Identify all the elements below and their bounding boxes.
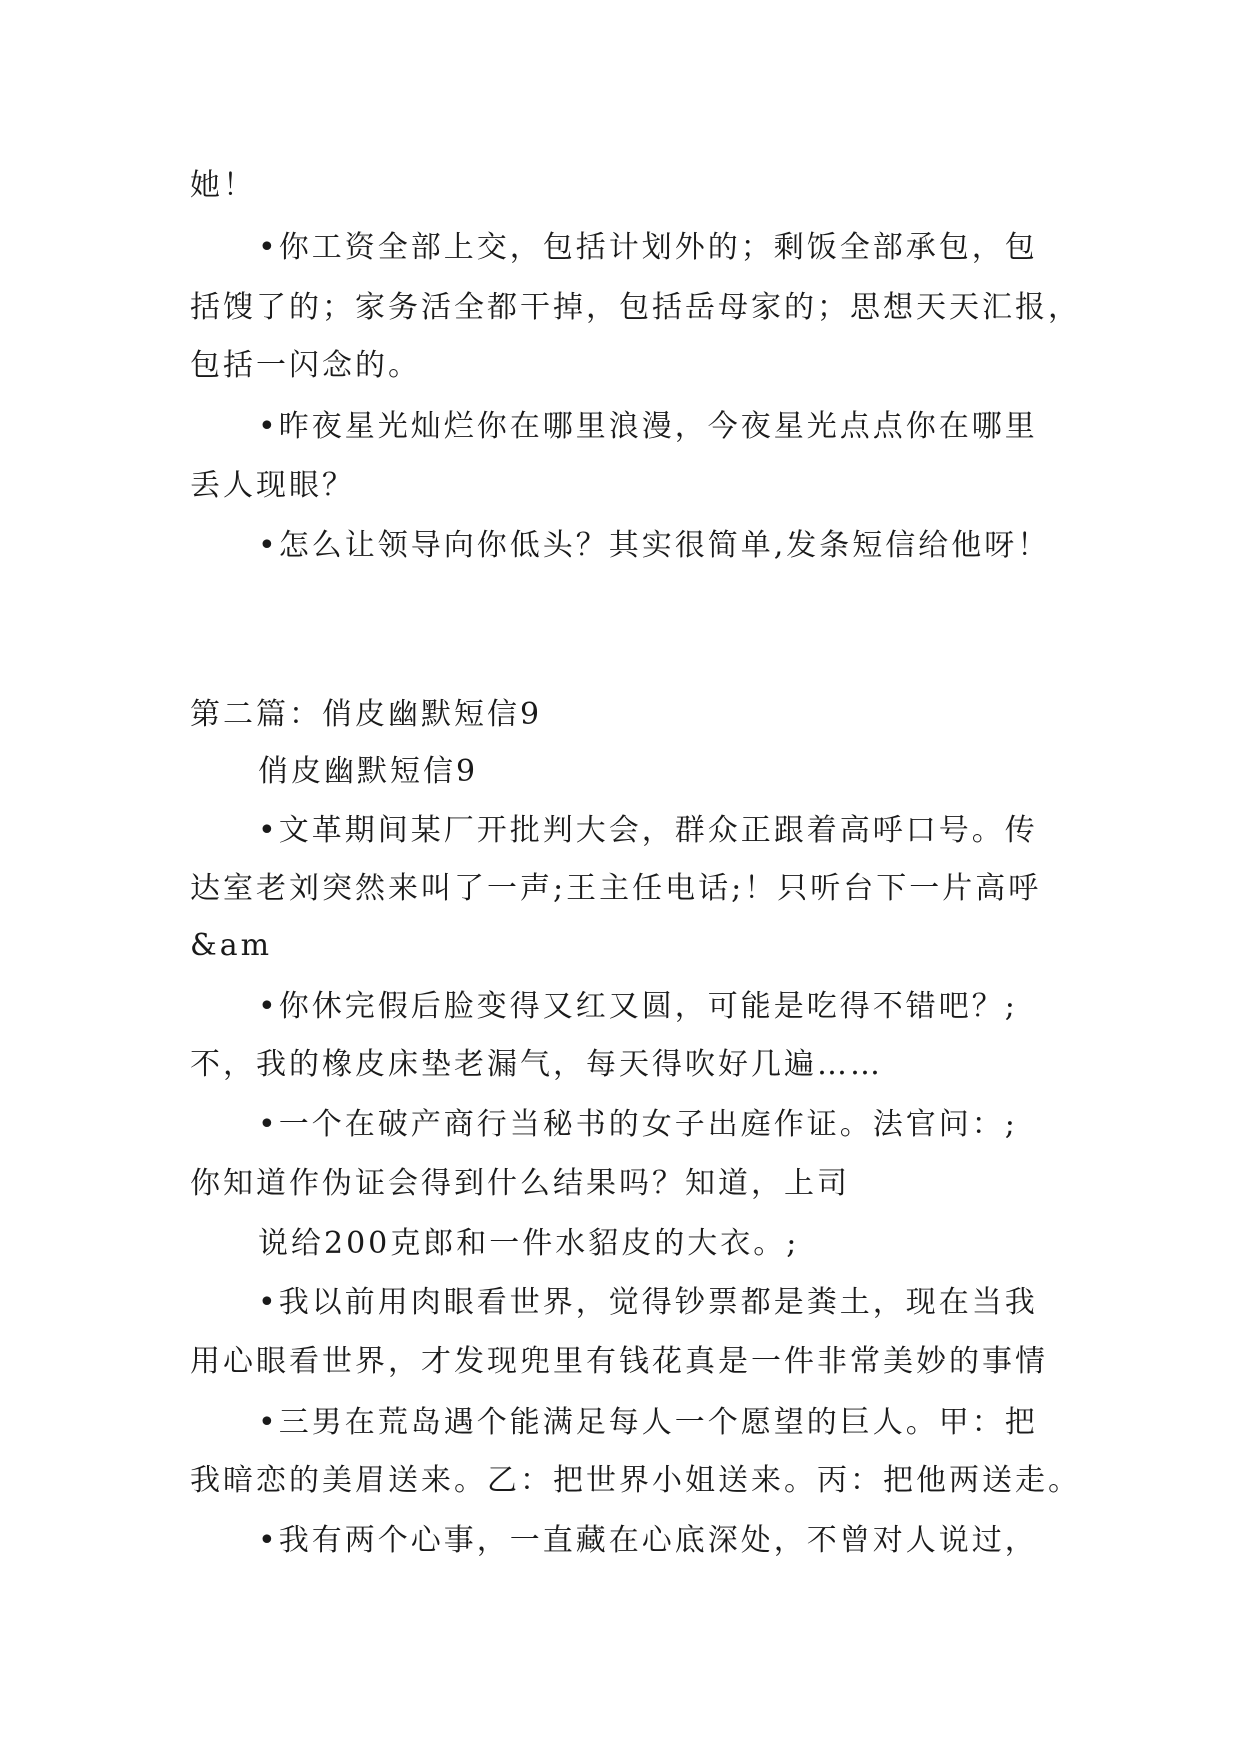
text-line: •你休完假后脸变得又红又圆，可能是吃得不错吧？; — [258, 989, 1018, 1024]
text-line: •文革期间某厂开批判大会，群众正跟着高呼口号。传 — [258, 813, 1038, 848]
text-line: 说给200克郎和一件水貂皮的大衣。; — [258, 1226, 800, 1261]
text-line: •我以前用肉眼看世界，觉得钞票都是粪土，现在当我 — [258, 1285, 1038, 1320]
text-line: •我有两个心事，一直藏在心底深处，不曾对人说过， — [258, 1523, 1038, 1558]
text-line: •你工资全部上交，包括计划外的；剩饭全部承包，包 — [258, 230, 1038, 265]
text-line: 包括一闪念的。 — [190, 348, 421, 383]
text-line: •三男在荒岛遇个能满足每人一个愿望的巨人。甲：把 — [258, 1405, 1038, 1440]
text-line: •昨夜星光灿烂你在哪里浪漫，今夜星光点点你在哪里 — [258, 409, 1038, 444]
text-line: 括馊了的；家务活全都干掉，包括岳母家的；思想天天汇报， — [190, 290, 1081, 325]
text-line: 达室老刘突然来叫了一声;王主任电话;！只听台下一片高呼 — [190, 871, 1042, 906]
text-line: 丢人现眼？ — [190, 468, 355, 503]
section-title: 第二篇：俏皮幽默短信9 — [190, 697, 543, 732]
text-line: •怎么让领导向你低头？其实很简单,发条短信给他呀！ — [258, 528, 1051, 563]
text-line: &am — [190, 928, 273, 963]
text-line: 我暗恋的美眉送来。乙：把世界小姐送来。丙：把他两送走。 — [190, 1463, 1081, 1498]
text-line: •一个在破产商行当秘书的女子出庭作证。法官问：; — [258, 1107, 1018, 1142]
text-line: 她！ — [190, 168, 256, 203]
section-subtitle: 俏皮幽默短信9 — [258, 754, 479, 789]
text-line: 不，我的橡皮床垫老漏气，每天得吹好几遍…… — [190, 1047, 883, 1082]
text-line: 用心眼看世界，才发现兜里有钱花真是一件非常美妙的事情 — [190, 1344, 1048, 1379]
text-line: 你知道作伪证会得到什么结果吗？知道，上司 — [190, 1166, 850, 1201]
